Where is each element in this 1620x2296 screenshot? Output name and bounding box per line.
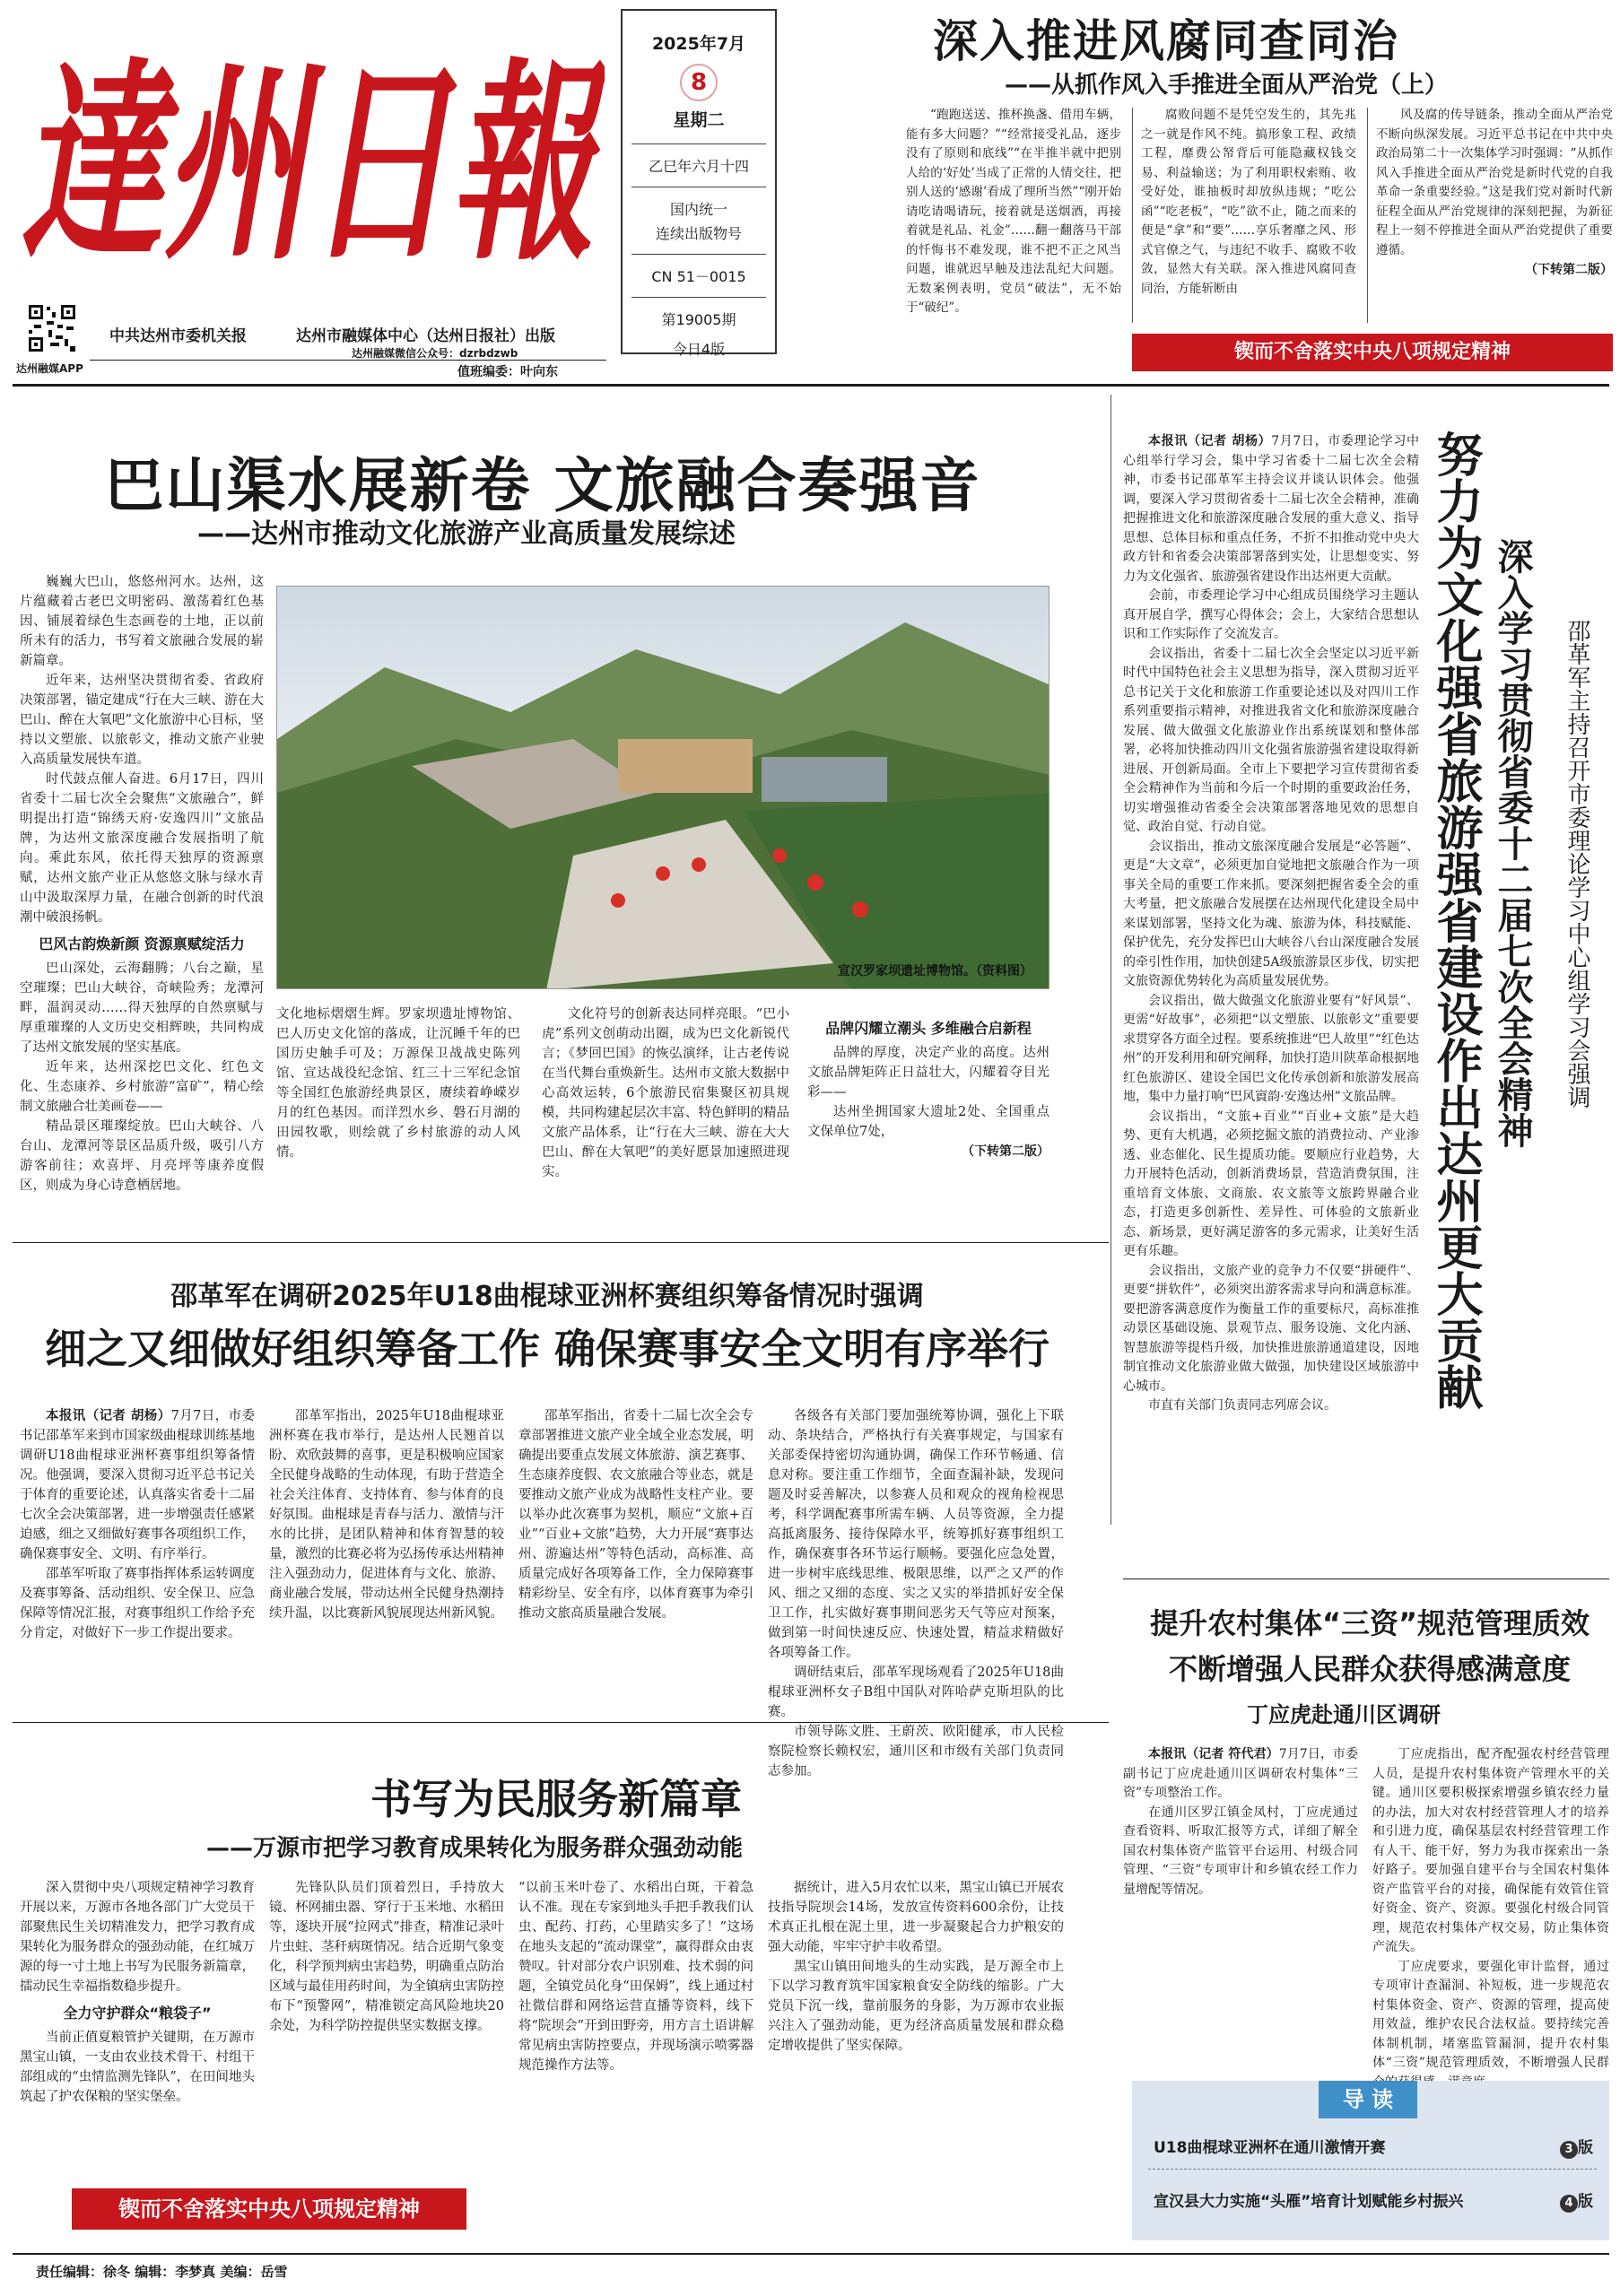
top-story-title: 深入推进风腐同查同治	[933, 15, 1399, 67]
guide-item-text: 宣汉县大力实施“头雁”培育计划赋能乡村振兴	[1154, 2193, 1464, 2211]
village-title-2: 不断增强人民群众获得感满意度	[1168, 1652, 1571, 1686]
wanyuan-subtitle: ——万源市把学习教育成果转化为服务群众强劲动能	[206, 1835, 744, 1862]
wanyuan-col-4	[768, 1878, 1064, 2056]
guide-header: 导 读	[1319, 2081, 1417, 2118]
guide-item-page-wrap: 3 版	[1560, 2135, 1593, 2159]
reporter: （记者 胡杨）	[1187, 434, 1272, 448]
top-story-text: “跑跑送送、推杯换盏、借用车辆，能有多大问题？”“经常接受礼品，逐步没有了原则和底线”“在半推半就中把别人给的‘好处’当成了正常的人情交往，把别人送的‘感谢’看成了理所当然”“刚开始请吃请喝请玩，接着就是送烟酒，再接着就是礼品、礼金”……翻一翻落马干部的忏悔书不难发现，谁不把不正之风当问题，谁就迟早触及违法乱纪大问题。无数案例表明，党员“破法”，无不始于“破纪”。	[906, 108, 1121, 315]
right-col-paragraph: 会议指出，做大做强文化旅游业要有“好风景”、更需“好故事”，必须把“以文塑旅、以旅彰文”重要要求贯穿各方面全过程。要系统推进“巴人故里”“红色达州”的开发利用和研究阐释，加快打造川陕革命根据地红色旅游区、建设全国巴文化传承创新和旅游发展高地，集中力量打响“巴风賨韵·安逸达州”文旅品牌。	[1123, 993, 1419, 1104]
wanyuan-paragraph: “以前玉米叶卷了、水稻出白斑，干着急认不准。现在专家到地头手把手教我们认虫、配药、打药，心里踏实多了！”这场在地头支起的“流动课堂”，赢得群众由衷赞叹。针对部分农户识别难、技术弱的问题，全镇党员化身“田保姆”，线上通过村社微信群和网络运营直播等资料，线下将“院坝会”开到田野旁，用方言土语讲解常见病虫害防控要点，并现场演示喷雾器规范操作方法等。	[518, 1881, 753, 2073]
lead-paragraph: 时代鼓点催人奋进。6月17日，四川省委十二届七次全会聚焦“文旅融合”，鲜明提出打造“锦绣天府·安逸四川”文旅品牌，为达州文旅深度融合发展指明了航向。乘此东风，依托得天独厚的资源禀赋，达州文旅产业正从悠悠文脉与绿水青山中汲取深厚力量，在融合创新的时代浪潮中破浪扬帆。	[20, 772, 264, 925]
u18-paragraph: 邵革军指出，2025年U18曲棍球亚洲杯赛在我市举行，是达州人民翘首以盼、欢欣鼓舞的喜事，更是积极响应国家全民健身战略的生动体现，有助于营造全社会关注体育、支持体育、参与体育的良好氛围。曲棍球是青春与活力、激情与汗水的比拼，是团队精神和体育智慧的较量，激烈的比赛必将为弘扬传承达州精神注入强劲动力，促进体育与文化、旅游、商业融合发展，带动达州全民健身热潮持续升温，以比赛新风貌展现达州新风貌。	[269, 1409, 504, 1621]
dateline: 本报讯	[46, 1408, 86, 1423]
museum-photo-art	[277, 587, 1050, 989]
lead-subtitle: ——达州市推动文化旅游产业高质量发展综述	[197, 518, 736, 550]
reporter: （记者 符代君）	[1186, 1747, 1279, 1761]
date-lunar: 乙巳年六月十四	[648, 158, 749, 175]
lead-col-1	[20, 572, 264, 1196]
village-paragraph: 在通川区罗江镇金凤村，丁应虎通过查看资料、听取汇报等方式，详细了解全国农村集体资产监管平台运用、村级合同管理、“三资”专项审计和乡镇农经工作力量增配等情况。	[1123, 1805, 1358, 1897]
lead-col-3	[542, 1004, 789, 1182]
lead-subhead: 巴风古韵焕新颜 资源禀赋绽活力	[39, 935, 245, 952]
top-story-text: 腐败问题不是凭空发生的，其先兆之一就是作风不纯。搞形象工程、政绩工程，靡费公帑背后可能隐藏权钱交易、利益输送；为了利用职权索贿、收受好处，谁抽板时却放纵违规；“吃公函”“吃老板”，“吃”欲不止，随之而来的便是“拿”和“要”……享乐奢靡之风、形式官僚之气，与违纪不收手、腐败不收敛，显然大有关联。深入推进风腐同查同治，方能斩断由	[1141, 108, 1356, 296]
lead-paragraph: 近年来，达州坚决贯彻省委、省政府决策部署，锚定建成“行在大三峡、游在大巴山、醉在大氧吧”文化旅游中心目标，坚持以文塑旅、以旅彰文，推动文旅产业驶入高质量发展快车道。	[20, 674, 264, 767]
wanyuan-col-2	[269, 1878, 504, 2036]
masthead-logo-art	[13, 7, 605, 276]
u18-kicker: 邵革军在调研2025年U18曲棍球亚洲杯赛组织筹备情况时强调	[170, 1281, 924, 1312]
u18-paragraph: 邵革军听取了赛事指挥体系运转调度及赛事筹备、活动组织、安全保卫、应急保障等情况汇报，对赛事组织工作给予充分肯定，对做好下一步工作提出要求。	[20, 1567, 255, 1640]
qr-code	[27, 303, 77, 353]
wanyuan-paragraph: 深入贯彻中央八项规定精神学习教育开展以来，万源市各地各部门广大党员干部聚焦民生关切精准发力，把学习教育成果转化为服务群众的强劲动能，在红城万源的每一寸土地上书写为民服务新篇章，擂动民生幸福指数稳步提升。	[20, 1881, 255, 1994]
date-day: 8	[680, 64, 718, 101]
qr-caption: 达州融媒APP	[16, 362, 83, 375]
issue-number: 第19005期	[661, 311, 736, 328]
lead-paragraph: 文化地标熠熠生辉。罗家坝遗址博物馆、巴人历史文化馆的落成，让沉睡千年的巴国历史触手可及；万源保卫战战史陈列馆、宣达战役纪念馆、红三十三军纪念馆等全国红色旅游经典景区，赓续着峥嵘岁月的红色基因。而洋烈水乡、磐石月湖的田园牧歌，则绘就了乡村旅游的动人风情。	[276, 1007, 520, 1160]
wanyuan-subhead: 全力守护群众“粮袋子”	[63, 2005, 212, 2022]
right-col-paragraph: 本报讯（记者 胡杨）7月7日，市委理论学习中心组举行学习会，集中学习省委十二届七次全会精神，市委书记邵革军主持会议并谈认识体会。他强调，要深入学习贯彻省委十二届七次全会精神，准确把握推进文化和旅游深度融合发展的重大意义、指导思想、总体目标和重点任务，不折不扣推动党中央大政方针和省委会决策部署落到实处，让思想变实、努力为文化强省、旅游强省建设作出达州更大贡献。	[1123, 434, 1419, 584]
lead-paragraph: 巍巍大巴山，悠悠州河水。达州，这片蕴藏着古老巴文明密码、激荡着红色基因、铺展着绿色生态画卷的土地，正以前所未有的活力，书写着文旅融合发展的崭新篇章。	[20, 575, 264, 668]
right-col-paragraph: 会议指出，推动文旅深度融合发展是“必答题”、更是“大文章”，必须更加自觉地把文旅融合作为一项事关全局的重要工作来抓。要深刻把握省委全会的重大考量，把文旅融合发展摆在达州现代化建设全局中来谋划部署，坚持文化为魂、旅游为体，科技赋能、保护优先，充分发挥巴山大峡谷八台山深度融合发展的牵引性作用，加快创建5A级旅游景区步伐，切实把文旅资源优势转化为高质量发展优势。	[1123, 839, 1419, 988]
village-byline: 丁应虎赴通川区调研	[1247, 1702, 1441, 1727]
right-col-paragraph: 会议指出，文旅产业的竞争力不仅要“拼硬件”、更要“拼软件”，必须突出游客需求导向和满意标准。要把游客满意度作为衡量工作的重要标尺，高标准推动景区基础设施、景观节点、服务设施、文化内涵、智慧旅游等提档升级，加快推进旅游通道建设，因地制宜推动文化旅游业做大做强，加快建设区域旅游中心城市。	[1123, 1263, 1419, 1394]
u18-col-4	[768, 1406, 1064, 1781]
date-block	[621, 9, 777, 358]
lead-paragraph: 精品景区璀璨绽放。巴山大峡谷、八台山、龙潭河等景区品质升级，吸引八方游客前往；欢喜坪、月亮坪等康养度假区，则成为身心诗意栖居地。	[20, 1119, 264, 1193]
photo-caption: 宣汉罗家坝遗址博物馆。（资料图）	[838, 964, 1032, 978]
top-story-banner: 锲而不舍落实中央八项规定精神	[1132, 334, 1613, 371]
guide-item-text: U18曲棍球亚洲杯在通川激情开赛	[1154, 2139, 1386, 2157]
top-story-text: 风及腐的传导链条，推动全面从严治党不断向纵深发展。习近平总书记在中共中央政治局第二十一次集体学习时强调：“从抓作风入手推进全面从严治党是新时代党的自我革命一条重要经验。”这是我们党对新时代新征程全面从严治党规律的深刻把握，为新征程上一刻不停推进全面从严治党提供了重要遵循。	[1376, 108, 1613, 257]
u18-paragraph: 各级各有关部门要加强统筹协调，强化上下联动、条块结合，严格执行有关赛事规定，与国家有关部委保持密切沟通协调，确保工作环节畅通、信息对称。要注重工作细节，全面查漏补缺，发现问题及时妥善解决，以参赛人员和观众的视角检视思考，科学调配赛事所需车辆、人员等资源，全力提高抵离服务、接待保障水平，统筹抓好赛事组织工作，确保赛事各环节运行顺畅。要强化应急处置，进一步树牢底线思维、极限思维，以严之又严的作风、细之又细的态度、实之又实的举措抓好安全保卫工作，扎实做好赛事期间恶劣天气等应对预案，做到第一时间快速反应、快速处置，精益求精做好各项筹备工作。	[768, 1409, 1064, 1660]
wanyuan-paragraph: 当前正值夏粮管护关键期，在万源市黑宝山镇，一支由农业技术骨干、村组干部组成的“虫情监测先锋队”，在田间地头筑起了护农保粮的坚实堡垒。	[20, 2031, 255, 2104]
masthead-logo	[13, 7, 605, 276]
wanyuan-paragraph: 据统计，进入5月农忙以来，黑宝山镇已开展农技指导院坝会14场，发放宣传资料600余份，让技术真正扎根在泥土里，进一步凝聚起合力护粮安的强大动能，牢牢守护丰收希望。	[768, 1881, 1064, 1954]
guide-page-badge: 4	[1560, 2195, 1578, 2213]
date-weekday: 星期二	[673, 110, 725, 130]
wanyuan-paragraph: 先锋队队员们顶着烈日，手持放大镜、杯网捕虫器、穿行于玉米地、水稻田等，逐块开展“拉网式”排查，精准记录叶片虫蛀、茎秆病斑情况。结合近期气象变化，科学预判病虫害趋势，明确重点防治区域与最佳用药时间，为全镇病虫害防控布下“预警网”，精准锁定高风险地块20余处，为科学防控提供坚实数据支撑。	[269, 1881, 504, 2033]
guide-box	[1132, 2081, 1609, 2240]
lead-paragraph: 巴山深处，云海翻腾；八台之巅，星空璀璨；巴山大峡谷，奇峡险秀；龙潭河畔，温润灵动……得天独厚的自然禀赋与厚重璀璨的人文历史交相辉映，共同构成了达州文旅发展的坚实基底。	[20, 961, 264, 1055]
u18-col-2	[269, 1406, 504, 1623]
village-paragraph: 丁应虎指出，配齐配强农村经营管理人员，是提升农村集体资产管理水平的关键。通川区要积极探索增强乡镇农经力量的办法，加大对农村经营管理人才的培养和引进力度，确保基层农村经营管理工作有人干、能干好，努力为我市探索出一条好路子。要加强自建平台与全国农村集体资产监管平台的对接，确保能有效管住管好资金、资产、资源。要强化村级合同管理，规范农村集体产权交易，防止集体资产流失。	[1372, 1747, 1609, 1954]
u18-title: 细之又细做好组织筹备工作 确保赛事安全文明有序举行	[44, 1325, 1050, 1373]
footer-editors: 责任编辑：徐冬 编辑：李梦真 美编：岳雪	[36, 2264, 288, 2280]
cn-label-2: 连续出版物号	[655, 225, 742, 242]
lead-continue: （下转第二版）	[962, 1144, 1050, 1159]
lead-subhead: 品牌闪耀立潮头 多维融合启新程	[825, 1020, 1032, 1037]
top-story-subtitle: ——从抓作风入手推进全面从严治党（上）	[1005, 72, 1449, 99]
page-count: 今日4版	[672, 341, 726, 358]
u18-paragraph: 调研结束后，邵革军现场观看了2025年U18曲棍球亚洲杯女子B组中国队对阵哈萨克斯坦队的比赛。	[768, 1665, 1064, 1719]
u18-paragraph: 市领导陈文胜、王蔚茨、欧阳健承，市人民检察院检察长赖权宏，通川区和市级有关部门负责同志参加。	[768, 1725, 1064, 1779]
lead-col-4	[807, 1004, 1050, 1160]
lead-paragraph: 达州坐拥国家大遗址2处、全国重点文保单位7处，	[807, 1105, 1050, 1139]
sponsor-label: 中共达州市委机关报	[109, 327, 247, 345]
lead-paragraph: 品牌的厚度，决定产业的高度。达州文旅品牌矩阵正日益壮大，闪耀着夺目光彩——	[807, 1046, 1050, 1100]
right-col-paragraph: 会议指出，“文旅+百业”“百业+文旅”是大趋势、更有大机遇，必须挖掘文旅的消费拉动、产业渗透、业态催化、民生提质功能。要顺应行业趋势，大力开展特色活动，创新消费场景，营造消费氛围，注重培育文体旅、文商旅、农文旅等文旅跨界融合业态，打造更多创新性、差异性、可体验的文旅新业态、新场景，更好满足游客的多元需求，让美好生活更有乐趣。	[1123, 1109, 1419, 1258]
dateline: 本报讯	[1148, 1747, 1187, 1761]
u18-paragraph: 邵革军指出，省委十二届七次全会专章部署推进文旅产业全域全业态发展，明确提出要重点发展文体旅游、演艺赛事、生态康养度假、农文旅融合等业态，就是要推动文旅产业成为战略性支柱产业。要以举办此次赛事为契机，顺应“文旅+百业”“百业+文旅”趋势，大力开展“赛事达州、游遍达州”等特色活动，高标准、高质量完成好各项筹备工作，全力保障赛事精彩纷呈、安全有序，以体育赛事为牵引推动文旅高质量融合发展。	[518, 1409, 753, 1621]
right-col-paragraph: 会议指出，省委十二届七次全会坚定以习近平新时代中国特色社会主义思想为指导，深入贯彻习近平总书记关于文化和旅游工作重要论述以及对四川工作系列重要指示精神，对推进我省文化和旅游深度融合发展、做大做强文化旅游业作出系统谋划和整体部署，必将加快推动四川文化强省旅游强省建设取得新进展、开创新局面。全市上下要把学习宣传贯彻省委全会精神作为当前和今后一个时期的重要政治任务，切实增强推动省委全会决策部署落地见效的思想自觉、政治自觉、行动自觉。	[1123, 646, 1419, 834]
publisher-label: 达州市融媒体中心（达州日报社）出版	[296, 327, 555, 345]
top-story-col-2	[1141, 106, 1356, 299]
lead-col-2	[276, 1004, 520, 1162]
cn-number: CN 51－0015	[651, 268, 746, 285]
lead-photo	[276, 586, 1050, 989]
lead-paragraph: 近年来，达州深挖巴文化、红色文化、生态康养、乡村旅游“富矿”，精心绘制文旅融合壮美画卷——	[20, 1060, 264, 1114]
right-col-vertical-leader: 邵革军主持召开市委理论学习中心组学习会强调	[1563, 619, 1590, 1109]
dateline: 本报讯	[1148, 434, 1188, 448]
wanyuan-paragraph: 黑宝山镇田间地头的生动实践，是万源全市上下以学习教育筑牢国家粮食安全防线的缩影。广大党员下沉一线，靠前服务的身影，为万源市农业振兴注入了强劲动能，更为经济高质量发展和群众稳定增收提供了坚实保障。	[768, 1960, 1064, 2053]
village-paragraph: 丁应虎要求，要强化审计监督，通过专项审计查漏洞、补短板，进一步规范农村集体资金、资产、资源的管理，提高使用效益，维护农民合法权益。要持续完善体制机制，堵塞监管漏洞，提升农村集体“三资”规范管理质效，不断增强人民群	[1372, 1959, 1609, 2070]
duty-editor: 值班编委：叶向东	[457, 365, 558, 379]
top-story-col-3	[1376, 106, 1613, 278]
lead-title: 巴山渠水展新卷 文旅融合奏强音	[104, 451, 981, 520]
reporter: （记者 胡杨）	[85, 1408, 171, 1423]
right-col-text	[1123, 432, 1419, 1416]
village-col-1	[1123, 1745, 1358, 1900]
right-col-vertical-title: 努力为文化强省旅游强省建设作出达州更大贡献	[1428, 430, 1482, 1410]
top-story-col-1	[906, 106, 1121, 318]
u18-col-1	[20, 1406, 255, 1643]
village-paragraph: 本报讯（记者 符代君）7月7日，市委副书记丁应虎赴通川区调研农村集体“三资”专项整治工作。	[1123, 1747, 1358, 1800]
right-col-paragraph: 会前，市委理论学习中心组成员围绕学习主题认真开展自学，撰写心得体会；会上，大家结合思想认识和工作实际作了交流发言。	[1123, 588, 1419, 641]
wanyuan-col-1	[20, 1878, 255, 2107]
lead-paragraph: 文化符号的创新表达同样亮眼。“巴小虎”系列文创萌动出圈，成为巴文化新锐代言；《梦回巴国》的恢弘演绎，让古老传说在当代舞台重焕新生。达州市文旅大数据中心高效运转，6个旅游民宿集聚区初具规模，共同构建起层次丰富、特色鲜明的精品文旅产品体系，让“行在大三峡、游在大大巴山、醉在大氧吧”的美好愿景加速照进现实。	[542, 1007, 789, 1179]
svg-text:達州日報: 達州日報	[20, 39, 605, 276]
wanyuan-col-3	[518, 1878, 753, 2075]
guide-page-badge: 3	[1560, 2141, 1578, 2159]
village-title-1: 提升农村集体“三资”规范管理质效	[1149, 1606, 1590, 1640]
cn-label-1: 国内统一	[669, 201, 727, 218]
wanyuan-banner: 锲而不舍落实中央八项规定精神	[72, 2188, 466, 2230]
top-story-continue: （下转第二版）	[1525, 263, 1613, 277]
u18-paragraph: 本报讯（记者 胡杨）7月7日，市委书记邵革军来到市国家级曲棍球训练基地调研U18曲棍球亚洲杯赛事组织筹备情况。他强调，要深入贯彻习近平总书记关于体育的重要论述，认真落实省委十二届七次全会决策部署，进一步增强责任感紧迫感，细之又细做好赛事各项组织工作，确保赛事安全、文明、有序举行。	[20, 1408, 255, 1561]
right-col-vertical-subtitle: 深入学习贯彻省委十二届七次全会精神	[1492, 538, 1533, 1148]
village-col-2	[1372, 1745, 1609, 2092]
guide-item[interactable]	[1154, 2188, 1593, 2211]
right-col-paragraph: 市直有关部门负责同志列席会议。	[1148, 1398, 1337, 1413]
wechat-label: 达州融媒微信公众号：dzrbdzwb	[352, 347, 518, 360]
date-year-month: 2025年7月	[651, 34, 746, 54]
guide-item-page-wrap: 4 版	[1560, 2188, 1593, 2213]
wanyuan-title: 书写为民服务新篇章	[370, 1775, 742, 1823]
guide-item[interactable]	[1154, 2135, 1593, 2157]
u18-col-3	[518, 1406, 753, 1623]
